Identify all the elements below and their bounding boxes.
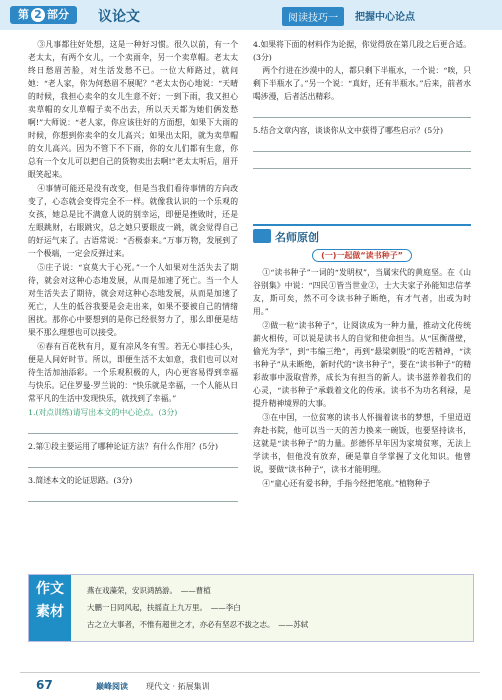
left-column (28, 38, 238, 508)
answer-line-3[interactable] (28, 491, 238, 502)
quote-3: 古之立大事者，不惟有超世之才，亦必有坚忍不拔之志。 ——苏轼 (87, 620, 309, 629)
article2-paragraph-4: ④“童心还有爱书种，手指今经把笔痕。”植物种子 (262, 479, 431, 488)
series-title: 巅峰阅读 (96, 682, 128, 691)
article2-paragraph-1: ①“读书种子”一词的“发明权”，当属宋代的黄庭坚。在《山谷别集》中说：“四民①皆当世业②，士大夫家子孙能知忠信孝友，斯可矣，然不可令读书种子断绝，有才气者，出或为时用。” (253, 268, 471, 316)
part-chip-prefix: 第 (18, 8, 29, 21)
mingshi-section-bar (253, 224, 471, 246)
quotes-list (87, 582, 467, 633)
writing-material-box (28, 574, 474, 642)
series-subtitle: 现代文 · 拓展集训 (146, 682, 210, 691)
label-top: 作文 (36, 581, 64, 597)
answer-line-2[interactable] (28, 457, 238, 468)
question-1: 1.(对点训练)请写出本文的中心论点。(3分) (28, 408, 178, 417)
part-number: 2 (31, 8, 45, 22)
reading-tip-label: 阅读技巧一 (282, 7, 344, 26)
article-subhead (253, 250, 471, 261)
question-4-material: 两个行进在沙漠中的人，都只剩下半瓶水，一个说：“唉，只剩下半瓶水了。”另一个说：“真好，还有半瓶水。”后来，前者水喝涉漫，后者活出精彩。 (253, 66, 471, 101)
question-5: 5.结合文章内容，谈谈你从文中获得了哪些启示？(5分) (253, 126, 444, 135)
section-title: 议论文 (98, 9, 140, 25)
page-number: 67 (36, 678, 53, 692)
label-bottom: 素材 (36, 604, 64, 620)
writing-material-label (29, 575, 71, 641)
article-paragraph-4: ④事情可能还是没有改变，但是当我们看待事情的方向改变了，心态就会变得完全不一样。就像我认识的一个乐观的女孩，她总是比不满意人说的别幸运，即便是挫败时，还是左眼跳财，右眼跳灾，总之她只要眼皮一跳，就会觉得自己的好运气来了。古语常说：“否极泰来。”万事万物，发展到了一个极端，一定会反弹过来。 (28, 184, 238, 258)
mingshi-title: 名师原创 (275, 231, 319, 244)
answer-line-4[interactable] (253, 107, 471, 118)
book-icon (253, 229, 271, 243)
article2-paragraph-2: ②做一粒“读书种子”，让阅读成为一种力量，推动文化传统薪火相传，可以说是读书人的自觉和使命担当。从“匡衡凿壁，偷光为学”，到“韦编三绝”，再到“悬梁刺股”的吃苦精神，“读书种子”从未断绝，新时代的“读书种子”，要在“读书种子”的精彩故事中汲取营养，成长为有担当的新人。读书滋养着我们的心灵，“读书种子”承载着文化的传承。读书不为功名利禄，是提升精神境界的大事。 (253, 321, 471, 408)
reading-tip-text: 把握中心论点 (355, 12, 415, 23)
article-paragraph-6: ⑥春有百花秋有月，夏有凉风冬有雪。若无心事挂心头，便是人间好时节。所以，即便生活不太如意，我们也可以对待生活加油添彩。一个乐观积极的人，内心更容易得到幸福与快乐。记住罗曼·罗兰说的：“快乐就是幸福，一个人能从日常平凡的生活中发现快乐，就找到了幸福。” (28, 342, 238, 403)
footer-divider (20, 672, 480, 673)
question-2: 2.第①段主要运用了哪种论证方法？有什么作用？(5分) (28, 442, 219, 451)
answer-line-5b[interactable] (253, 158, 471, 169)
quote-1: 燕在戏藻荣，安识鸿鹄游。 ——曹植 (87, 586, 211, 595)
right-column-article (253, 266, 471, 491)
part-chip (10, 6, 77, 24)
question-3: 3.简述本文的论证思路。(3分) (28, 476, 133, 485)
quote-2: 大鹏一日同风起，扶摇直上九万里。 ——李白 (87, 603, 241, 612)
article-paragraph-5: ⑤庄子说：“哀莫大于心死。”一个人如果对生活失去了期待，就会对这种心态地发展，从而是加速了死亡。当一个人对生活失去了期待，就会对这种心态地发展，从而是加速了死亡，人生的低谷我要是会走出来，如果不要被自己的情绪困扰。那你心中要想到的是你已经很努力了，那么即便是结果不那么理想也可以接受。 (28, 263, 238, 337)
article-paragraph-3: ③凡事都往好处想，这是一种好习惯。很久以前，有一个老太太，有两个女儿，一个卖雨伞，另一个卖草帽。老太太终日愁眉苦脸，对生活发愁不已。一位大师路过，就问她：“老人家，你为何愁眉不展呢？”老太太伤心地说：“天晴的时候，我担心卖伞的女儿生意不好；一到下雨，我又担心卖草帽的女儿草帽子卖不出去，所以天天都为她们俩发愁啊!”大师说：“老人家，你应该往好的方面想，如果下大雨的时候，你想到你卖伞的女儿高兴；如果出太阳，就为卖草帽的女儿高兴。因为不管下不下雨，你的女儿们都有生意，你总有一个女儿可以把自己的货物卖出去啊!”老太太听后，眉开眼笑起来。 (28, 40, 238, 179)
part-chip-suffix: 部分 (47, 8, 69, 21)
top-header-bar (0, 0, 502, 30)
article-subhead-text: (一)一起做“读书种子” (312, 249, 412, 262)
article2-paragraph-3: ③在中国，一位贫寒的读书人怀揣着读书的梦想，千里迢迢奔赴书院，他可以当一天的苦力换来一碗饭，也要坚持读书，这就是“读书种子”的力量。彭德怀早年因为家境贫寒，无法上学读书，但他没有放弃，硬是靠自学掌握了文化知识。他曾说，要做“读书种子”，读书才能明理。 (253, 413, 471, 474)
right-column-top (253, 38, 471, 175)
answer-line-1[interactable] (28, 423, 238, 434)
page-footer (0, 672, 502, 700)
answer-line-5a[interactable] (253, 141, 471, 152)
question-4: 4.如果将下面的材料作为论据，你觉得放在第几段之后更合适。(3分) (253, 40, 471, 62)
